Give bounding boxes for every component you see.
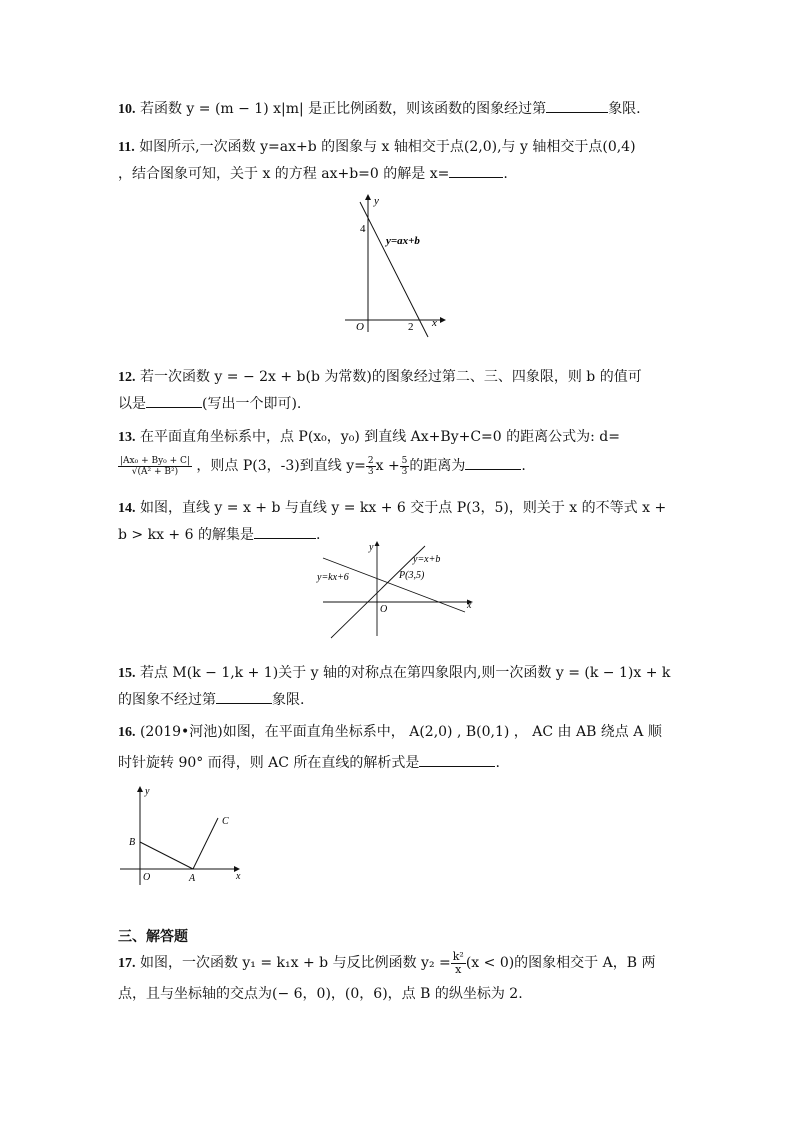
answer-blank[interactable] — [546, 96, 608, 113]
x-label: x — [236, 871, 241, 882]
question-number: 10. — [118, 102, 136, 117]
y-intercept-label: 4 — [360, 223, 366, 235]
question-17 — [118, 948, 678, 1009]
question-text-line1: 在平面直角坐标系中，点 P(x₀，y₀) 到直线 Ax+By+C=0 的距离公式为: d= — [139, 429, 620, 445]
figure-11-graph — [340, 192, 450, 337]
question-tail: . — [503, 166, 508, 182]
question-text-line2: ，结合图象可知，关于 x 的方程 ax+b=0 的解是 x= — [118, 166, 450, 182]
question-16 — [118, 717, 678, 778]
slope-fraction: $\frac{2}{3}$ — [367, 455, 374, 477]
question-number: 11. — [118, 140, 135, 155]
question-text-line1: 如图，直线 y = x + b 与直线 y = kx + 6 交于点 P(3，5)，则关于 x 的不等式 x + — [139, 500, 667, 516]
question-text-line2: 时针旋转 90° 而得，则 AC 所在直线的解析式是 — [118, 755, 420, 771]
question-10 — [118, 96, 678, 123]
x-label: x — [432, 317, 437, 329]
line2-label: y=kx+6 — [317, 572, 349, 583]
figure-14-graph — [315, 540, 480, 640]
origin-label: O — [380, 604, 388, 615]
question-text-line1: 若一次函数 y = − 2x + b(b 为常数)的图象经过第二、三、四象限，则 b 的值可 — [139, 369, 642, 385]
answer-blank[interactable] — [465, 453, 521, 470]
answer-blank[interactable] — [146, 391, 202, 408]
question-number: 15. — [118, 666, 136, 681]
question-text-line2: 的图象不经过第 — [118, 692, 216, 708]
y-axis-arrow — [137, 786, 143, 792]
graph-line — [360, 202, 428, 337]
x-label: x — [467, 600, 472, 611]
question-text-line2: 以是 — [118, 396, 146, 412]
x-intercept-label: 2 — [408, 321, 414, 333]
y-label: y — [369, 542, 374, 553]
section-title: 三、解答题 — [118, 928, 188, 944]
point-c-label: C — [222, 816, 229, 827]
origin-label: O — [143, 872, 151, 883]
line-x-plus-b — [331, 546, 425, 638]
question-tail: (写出一个即可). — [202, 396, 302, 412]
question-15 — [118, 660, 678, 714]
question-number: 12. — [118, 370, 136, 385]
y-label: y — [374, 195, 379, 207]
question-text: 若函数 y = (m − 1) x|m| 是正比例函数，则该函数的图象经过第 — [139, 101, 547, 117]
question-tail: 象限. — [272, 692, 305, 708]
answer-blank[interactable] — [419, 750, 495, 767]
question-11 — [118, 134, 678, 188]
question-text-line1: (2019•河池)如图，在平面直角坐标系中， A(2,0) , B(0,1) ， AC 由 AB 绕点 A 顺 — [139, 724, 662, 740]
question-text-line1: 若点 M(k − 1,k + 1)关于 y 轴的对称点在第四象限内,则一次函数 y = (k − 1)x + k — [139, 665, 671, 681]
question-text-line2: 点，且与坐标轴的交点为(− 6，0)，(0，6)，点 B 的纵坐标为 2. — [118, 986, 523, 1002]
answer-blank[interactable] — [254, 522, 316, 539]
answer-blank[interactable] — [216, 687, 272, 704]
point-a-label: A — [189, 873, 196, 884]
question-text-line2: b > kx + 6 的解集是 — [118, 527, 254, 543]
segment-ac — [193, 818, 218, 869]
inverse-function-fraction: $\frac{\text{k²}}{x}$ — [452, 949, 464, 976]
answer-blank[interactable] — [449, 161, 503, 178]
line1-label: y=x+b — [413, 554, 441, 565]
question-text-mid: ，则点 P(3，-3)到直线 y= — [196, 458, 366, 474]
y-axis-arrow — [375, 541, 380, 546]
question-number: 16. — [118, 725, 136, 740]
question-12 — [118, 364, 678, 418]
question-tail: 象限. — [608, 101, 641, 117]
question-text-mid2: x + — [375, 458, 400, 474]
question-text-line1: 如图，一次函数 y₁ = k₁x + b 与反比例函数 y₂ = — [139, 955, 451, 971]
y-label: y — [145, 786, 150, 797]
segment-ab — [140, 842, 193, 869]
figure-16-graph — [118, 786, 248, 886]
question-number: 14. — [118, 501, 136, 516]
line-kx-plus-6 — [323, 558, 465, 612]
distance-formula-fraction: $\frac{\text{|Ax₀ + By₀ + C|}}{\text{√(A² + B²)}}$ — [120, 455, 190, 477]
line-label: y=ax+b — [386, 235, 420, 247]
question-text-line1b: (x < 0)的图象相交于 A，B 两 — [465, 955, 656, 971]
origin-label: O — [356, 321, 364, 333]
question-tail: 的距离为 — [409, 458, 466, 474]
question-13: 13. 在平面直角坐标系中，点 P(x₀，y₀) 到直线 Ax+By+C=0 的距离公式为: d= $\frac{\text{|Ax₀ + By₀ + C|}}{\text{√(A² + B²)}}$ ，则点 P(3，-3)到直线 y= $\frac{2}{3}$ x + $\frac{5}{3}$ 的距离为 . — [118, 429, 620, 477]
question-tail: . — [315, 527, 321, 543]
y-axis-arrow — [365, 194, 371, 200]
question-number: 13. — [118, 430, 136, 445]
question-tail: . — [495, 755, 500, 771]
intercept-fraction: $\frac{5}{3}$ — [401, 455, 408, 477]
question-text-line1: 如图所示,一次函数 y=ax+b 的图象与 x 轴相交于点(2,0),与 y 轴相交于点(0,4) — [139, 139, 636, 155]
x-axis-arrow — [440, 317, 446, 323]
point-p-label: P(3,5) — [399, 570, 425, 581]
question-number: 17. — [118, 956, 136, 971]
point-b-label: B — [129, 837, 136, 848]
